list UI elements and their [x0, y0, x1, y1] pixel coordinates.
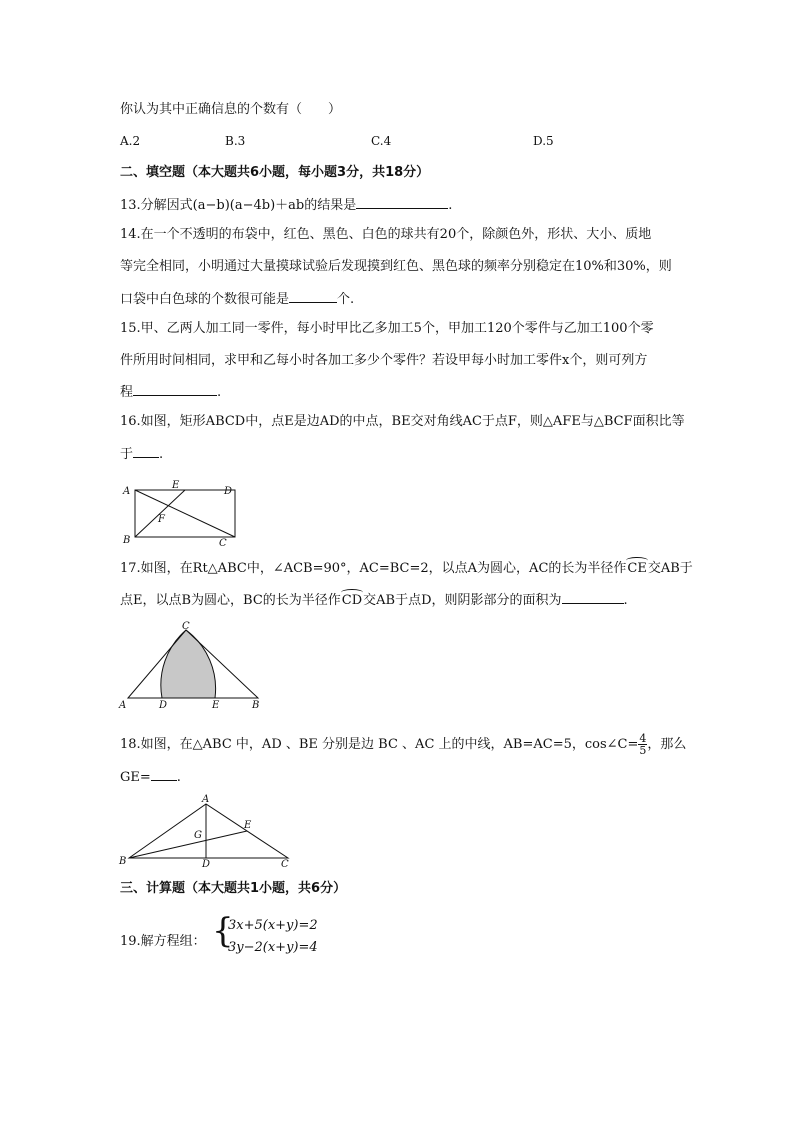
q15-line3-end: . [217, 385, 222, 400]
q14-line1: 14.在一个不透明的布袋中，红色、黑色、白色的球共有20个，除颜色外，形状、大小、质地 [120, 227, 652, 242]
equation-1: 3x+5(x+y)=2 [228, 918, 318, 933]
label-b: B [119, 856, 127, 867]
label-f: F [158, 514, 165, 525]
label-b: B [123, 535, 131, 546]
fraction-denominator: 5 [639, 744, 647, 757]
figure-rectangle-abcd [118, 476, 242, 548]
q13-end: . [448, 198, 453, 213]
label-c: C [219, 538, 227, 548]
q18-answer-blank[interactable] [151, 768, 177, 781]
q17-line2-text-a: 点E，以点B为圆心，BC的长为半径作 [120, 593, 341, 608]
label-d: D [159, 700, 168, 711]
q19-label: 19.解方程组： [120, 934, 206, 949]
label-e: E [212, 700, 220, 711]
q15-line2: 件所用时间相同，求甲和乙每小时各加工多少个零件？若设甲每小时加工零件x个，则可列方 [120, 353, 648, 368]
triangle-abc [129, 804, 288, 858]
q16-answer-blank[interactable] [133, 445, 159, 458]
q16-line2 [120, 445, 163, 464]
section2-heading: 二、填空题（本大题共6小题，每小题3分，共18分） [120, 165, 430, 180]
q18-line1-text-a: 18.如图，在△ABC 中，AD 、BE 分别是边 BC 、AC 上的中线，AB=AC=5，cos∠C= [120, 737, 639, 752]
q16-line2-text: 于 [120, 447, 134, 462]
section3-heading: 三、计算题（本大题共1小题，共6分） [120, 881, 347, 896]
label-c: C [182, 621, 190, 632]
q15-line3 [120, 383, 221, 402]
q18-line1-text-b: ，那么 [647, 737, 687, 752]
figure-right-triangle [118, 620, 266, 712]
q14-line3 [120, 290, 354, 309]
arc-ce: CE [627, 561, 647, 576]
label-d: D [202, 859, 211, 868]
shaded-region [161, 630, 216, 698]
q17-line2-end: . [623, 593, 628, 608]
label-d: D [224, 486, 233, 497]
q17-line2-text-b: 交AB于点D，则阴影部分的面积为 [363, 593, 562, 608]
option-a: A.2 [120, 134, 141, 148]
q18-line2-text: GE= [120, 770, 151, 785]
option-d: D.5 [533, 134, 554, 148]
fraction-numerator: 4 [639, 732, 647, 745]
option-b: B.3 [225, 134, 246, 148]
label-a: A [119, 700, 127, 711]
q13 [120, 196, 452, 215]
label-a: A [123, 486, 131, 497]
q17-line1-text-b: 交AB于 [647, 561, 693, 576]
label-c: C [281, 859, 289, 868]
q16-line1: 16.如图，矩形ABCD中，点E是边AD的中点，BE交对角线AC于点F，则△AFE与△BCF面积比等 [120, 414, 685, 429]
figure-isosceles-triangle [118, 792, 298, 868]
option-c: C.4 [371, 134, 392, 148]
q15-line1: 15.甲、乙两人加工同一零件，每小时甲比乙多加工5个，甲加工120个零件与乙加工100个零 [120, 321, 654, 336]
q13-answer-blank[interactable] [356, 196, 448, 209]
system-brace: { [212, 911, 234, 951]
q14-line3-text: 口袋中白色球的个数很可能是 [120, 292, 290, 307]
q14-line3-end: 个. [337, 292, 355, 307]
q17-line2 [120, 591, 628, 610]
arc-cd: CD [341, 593, 363, 608]
equation-2: 3y−2(x+y)=4 [228, 940, 318, 955]
q15-line3-text: 程 [120, 385, 134, 400]
q15-answer-blank[interactable] [133, 383, 217, 396]
label-a: A [202, 794, 210, 805]
median-be [129, 831, 247, 858]
q17-line1 [120, 560, 693, 578]
q13-text: 13.分解因式(a−b)(a−4b)＋ab的结果是 [120, 198, 357, 213]
q14-line2: 等完全相同，小明通过大量摸球试验后发现摸到红色、黑色球的频率分别稳定在10%和30%，则 [120, 259, 672, 274]
label-b: B [252, 700, 260, 711]
label-e: E [172, 480, 180, 491]
q18-line1 [120, 733, 686, 756]
q14-answer-blank[interactable] [289, 290, 337, 303]
label-e: E [244, 820, 252, 831]
q17-line1-text-a: 17.如图，在Rt△ABC中，∠ACB=90°，AC=BC=2，以点A为圆心，AC的长为半径作 [120, 561, 627, 576]
q18-line2 [120, 768, 181, 787]
diagonal-ac [135, 490, 235, 537]
q17-answer-blank[interactable] [562, 591, 624, 604]
label-g: G [194, 830, 202, 841]
q16-line2-end: . [159, 447, 164, 462]
q12-tail: 你认为其中正确信息的个数有（ ） [120, 102, 342, 117]
q18-line2-end: . [176, 770, 181, 785]
